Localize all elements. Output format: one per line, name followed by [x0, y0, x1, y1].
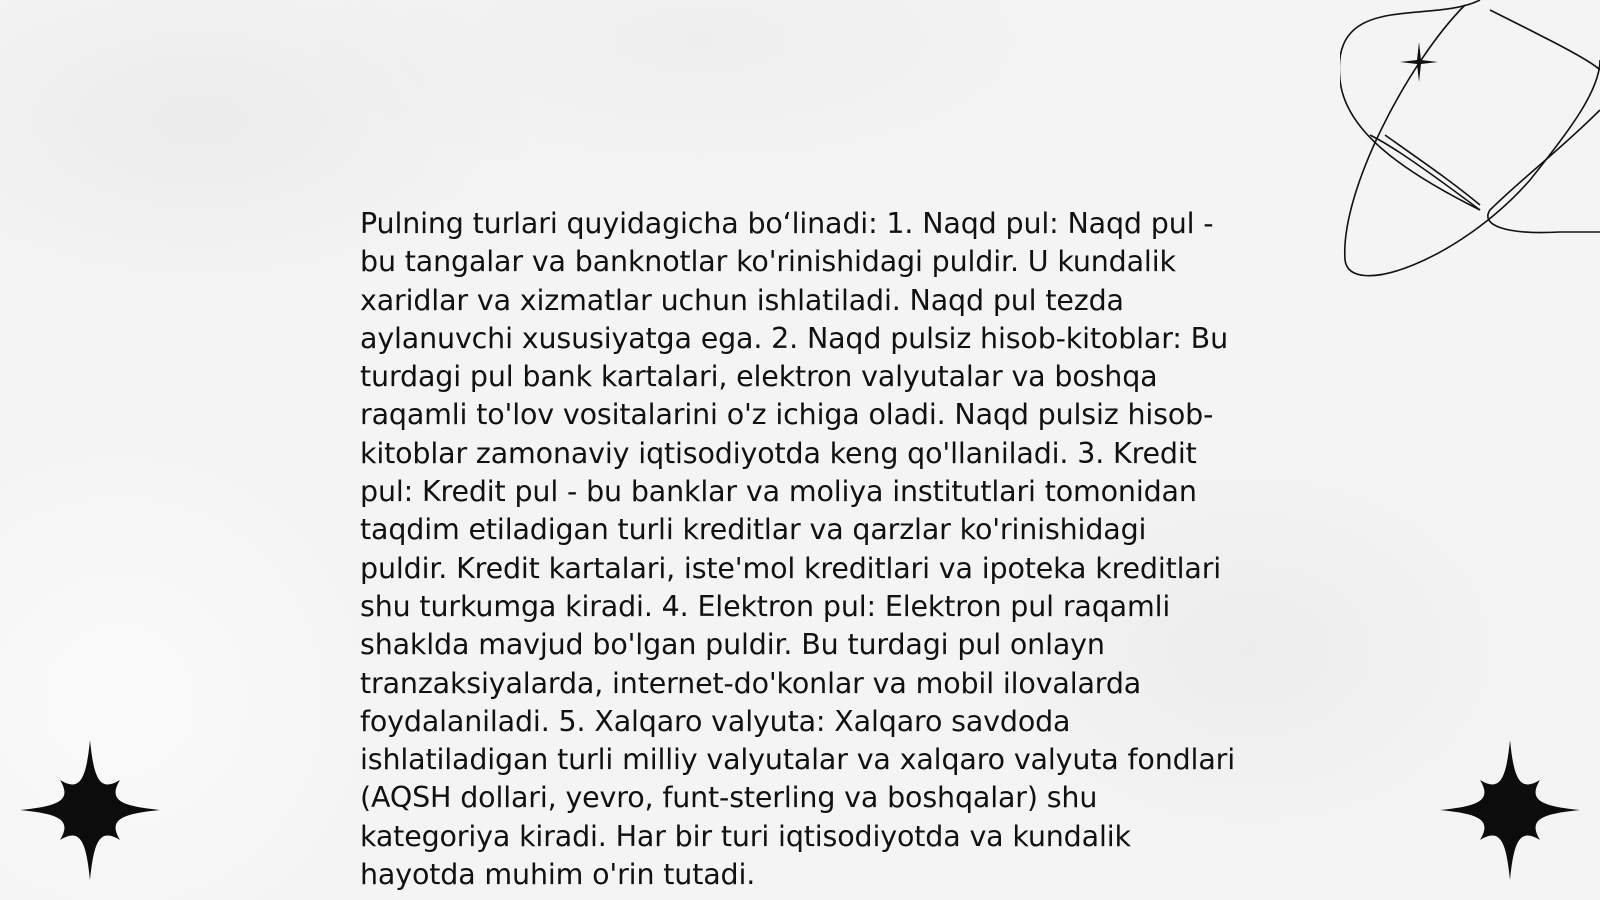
four-point-star-icon — [1440, 740, 1580, 880]
body-paragraph: Pulning turlari quyidagicha bo‘linadi: 1. Naqd pul: Naqd pul - bu tangalar va banknotlar ko'rinishidagi puldir. U kundalik xaridlar va xizmatlar uchun ishlatiladi. Naqd pul tezda aylanuvchi xususiyatga ega. 2. Naqd pulsiz hisob-kitoblar: Bu turdagi pul bank kartalari, elektron valyutalar va boshqa raqamli to'lov vositalarini o'z ichiga oladi. Naqd pulsiz hisob-kitoblar zamonaviy iqtisodiyotda keng qo'llaniladi. 3. Kredit pul: Kredit pul - bu banklar va moliya institutlari tomonidan taqdim etiladigan turli kreditlar va qarzlar ko'rinishidagi puldir. Kredit kartalari, iste'mol kreditlari va ipoteka kreditlari shu turkumga kiradi. 4. Elektron pul: Elektron pul raqamli shaklda mavjud bo'lgan puldir. Bu turdagi pul onlayn tranzaksiyalarda, internet-do'konlar va mobil ilovalarda foydalaniladi. 5. Xalqaro valyuta: Xalqaro savdoda ishlatiladigan turli milliy valyutalar va xalqaro valyuta fondlari (AQSH dollari, yevro, funt-sterling va boshqalar) shu kategoriya kiradi. Har bir turi iqtisodiyotda va kundalik hayotda muhim o'rin tutadi. — [360, 207, 1235, 892]
orbit-sparkle-icon — [1340, 0, 1600, 290]
four-point-star-icon — [20, 740, 160, 880]
